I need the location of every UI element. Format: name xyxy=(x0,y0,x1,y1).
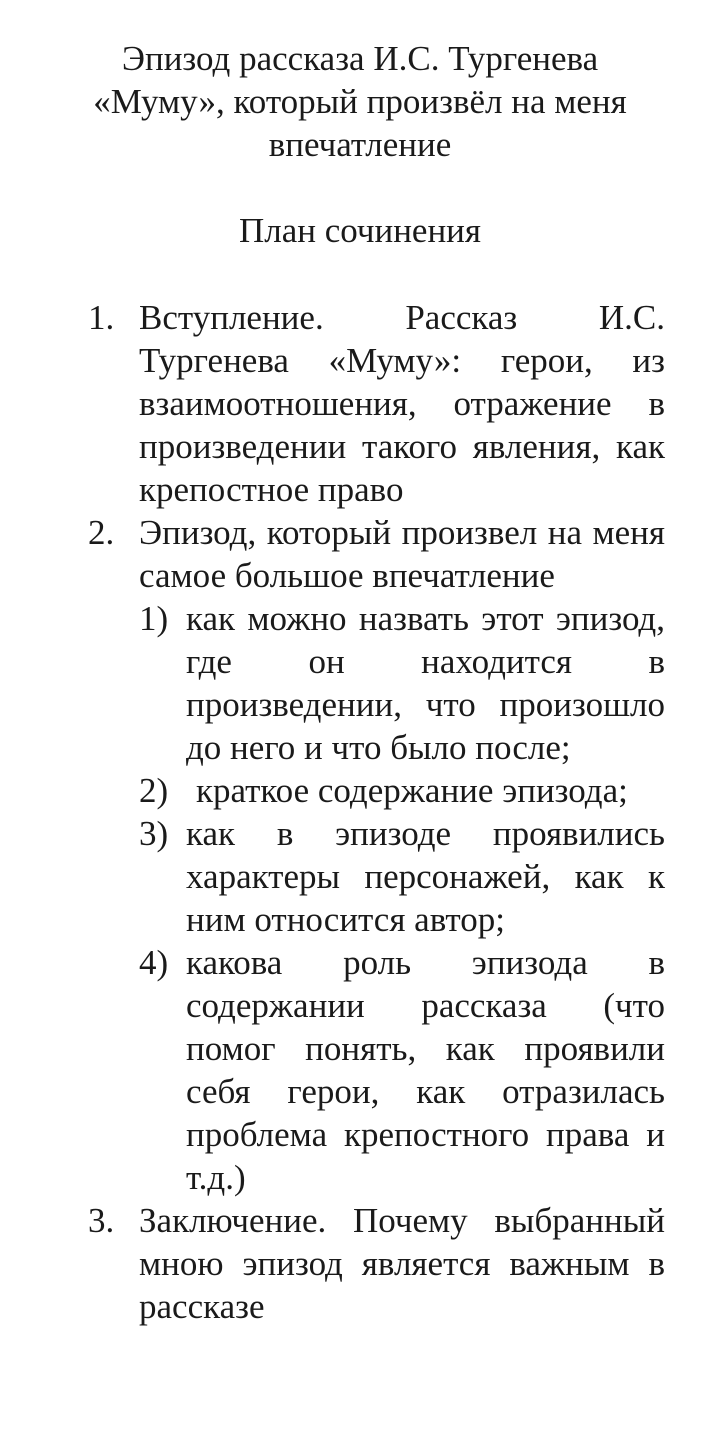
plan-item-3 xyxy=(0,1199,720,1328)
plan-subitem-number: 3) xyxy=(139,814,169,853)
plan-list xyxy=(0,296,720,1328)
plan-subitem-number: 4) xyxy=(139,943,169,982)
plan-heading: План сочинения xyxy=(238,211,482,250)
plan-item-number: 1. xyxy=(88,298,115,337)
plan-item-1 xyxy=(0,296,720,511)
plan-subitem-3 xyxy=(0,812,720,941)
plan-item-2 xyxy=(0,511,720,1199)
plan-subitem-text: как в эпизоде проявились характеры персонажей, как к ним относится автор; xyxy=(186,814,665,939)
title-line-3: впечатление xyxy=(268,125,452,164)
plan-item-text: Вступление. Рассказ И.С. Тургенева «Муму»: герои, из взаимоотношения, отражение в произведении такого явления, как крепостное право xyxy=(139,298,665,509)
document-title xyxy=(60,37,660,166)
plan-subitem-1 xyxy=(0,597,720,769)
plan-subitem-2 xyxy=(0,769,720,812)
plan-item-number: 3. xyxy=(88,1201,115,1240)
plan-subitem-4 xyxy=(0,941,720,1199)
plan-subitem-text: как можно назвать этот эпизод, где он находится в произведении, что произошло до него и что было после; xyxy=(186,599,665,767)
plan-sublist xyxy=(0,597,720,1199)
plan-item-number: 2. xyxy=(88,513,115,552)
plan-subitem-number: 1) xyxy=(139,599,169,638)
plan-subitem-number: 2) xyxy=(139,771,169,810)
plan-subitem-text: краткое содержание эпизода; xyxy=(196,771,628,810)
title-line-2: «Муму», который произвёл на меня xyxy=(93,82,627,121)
plan-subitem-text: какова роль эпизода в содержании рассказа (что помог понять, как проявили себя герои, как отразилась проблема крепостного права и т.д.) xyxy=(186,943,665,1197)
plan-item-text: Заключение. Почему выбранный мною эпизод является важным в рассказе xyxy=(139,1201,665,1326)
plan-item-text: Эпизод, который произвел на меня самое большое впечатление xyxy=(139,513,665,595)
title-line-1: Эпизод рассказа И.С. Тургенева xyxy=(121,39,599,78)
